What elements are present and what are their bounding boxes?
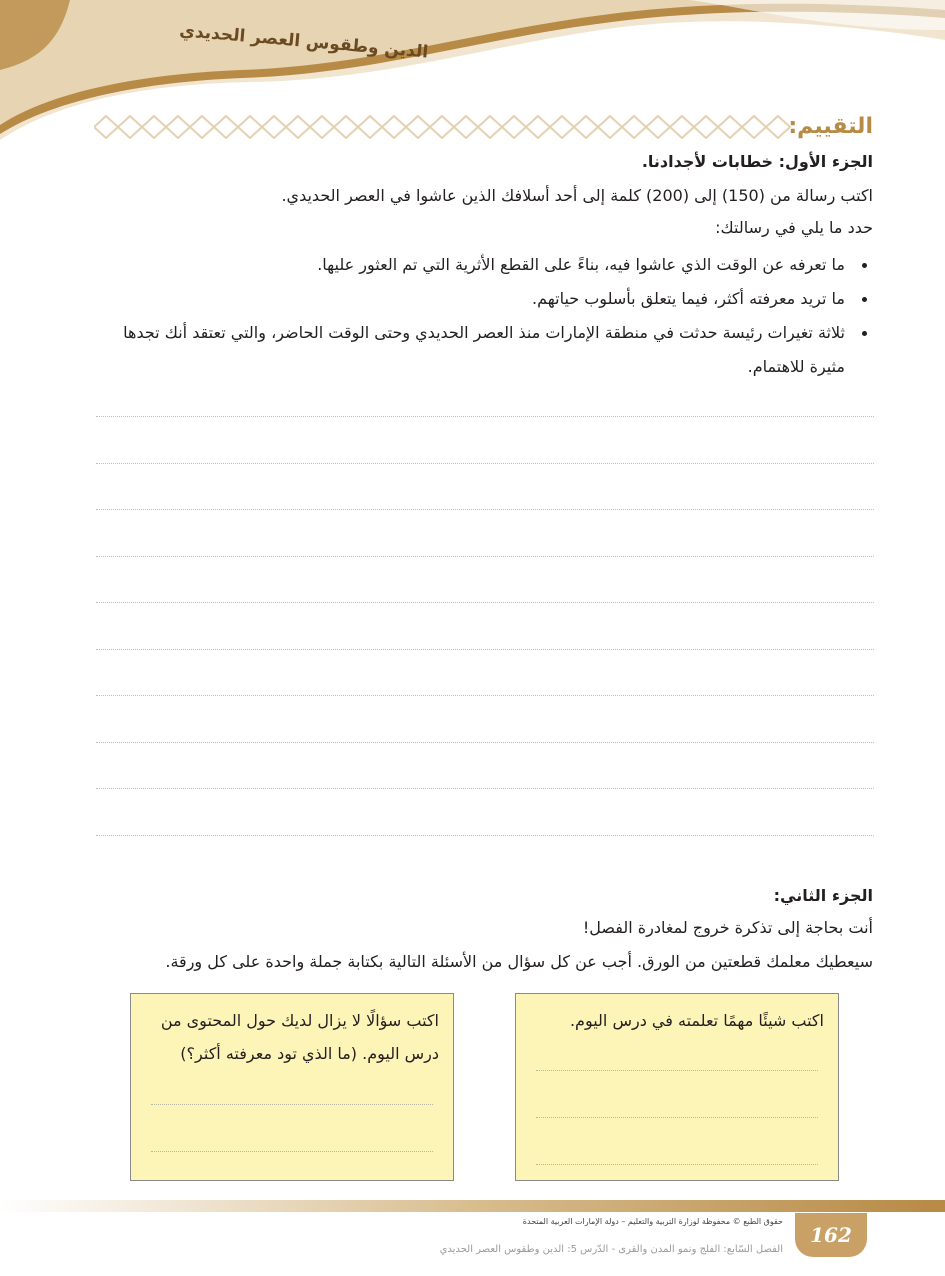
writing-line[interactable] — [96, 695, 874, 742]
diamond-shape — [358, 116, 382, 138]
diamond-shape — [670, 116, 694, 138]
card-writing-line[interactable] — [151, 1151, 433, 1152]
exit-ticket-question-card[interactable] — [130, 993, 454, 1181]
card-writing-line[interactable] — [151, 1104, 433, 1105]
diamond-shape — [766, 116, 790, 138]
bullet-item: ما تعرفه عن الوقت الذي عاشوا فيه، بناءً على القطع الأثرية التي تم العثور عليها. — [95, 248, 873, 282]
bullet-item: ما تريد معرفته أكثر، فيما يتعلق بأسلوب حياتهم. — [95, 282, 873, 316]
writing-line[interactable] — [96, 649, 874, 696]
card-writing-line[interactable] — [536, 1164, 818, 1165]
diamond-shape — [118, 116, 142, 138]
card-writing-line[interactable] — [536, 1117, 818, 1118]
writing-line[interactable] — [96, 788, 874, 835]
part2-title: الجزء الثاني: — [773, 886, 873, 905]
copyright-text: حقوق الطبع © محفوظة لوزارة التربية والتعليم – دولة الإمارات العربية المتحدة — [522, 1217, 783, 1226]
part1-bullet-list — [95, 248, 873, 384]
diamond-shape — [382, 116, 406, 138]
diamond-shape — [166, 116, 190, 138]
diamond-shape — [694, 116, 718, 138]
card-writing-line[interactable] — [536, 1070, 818, 1071]
diamond-shape — [718, 116, 742, 138]
diamond-shape — [598, 116, 622, 138]
diamond-shape — [142, 116, 166, 138]
diamond-shape — [622, 116, 646, 138]
page-number-badge — [795, 1213, 867, 1257]
diamond-shape — [646, 116, 670, 138]
part1-title: الجزء الأول: خطابات لأجدادنا. — [641, 152, 873, 171]
letter-writing-area[interactable] — [96, 416, 874, 881]
writing-line[interactable] — [96, 463, 874, 510]
diamond-shape — [574, 116, 598, 138]
card-prompt: اكتب شيئًا مهمًا تعلمته في درس اليوم. — [569, 1011, 824, 1030]
diamond-shape — [238, 116, 262, 138]
diamond-shape — [214, 116, 238, 138]
writing-line[interactable] — [96, 556, 874, 603]
header-lesson-title: الدين وطقوس العصر الحديدي — [178, 20, 430, 63]
writing-line[interactable] — [96, 602, 874, 649]
diamond-shape — [550, 116, 574, 138]
diamond-shape — [334, 116, 358, 138]
writing-line[interactable] — [96, 835, 874, 882]
diamond-shape — [262, 116, 286, 138]
diamond-divider — [94, 113, 812, 141]
assessment-title: التقييم: — [788, 114, 873, 139]
footer-chapter-text: الفصل السّابع: الفلج ونمو المدن والقرى - الدّرس 5: الدين وطقوس العصر الحديدي — [439, 1244, 783, 1255]
diamond-shape — [190, 116, 214, 138]
card-prompt: اكتب سؤالًا لا يزال لديك حول المحتوى من درس اليوم. (ما الذي تود معرفته أكثر؟) — [160, 1011, 439, 1063]
writing-line[interactable] — [96, 416, 874, 463]
bullet-item: ثلاثة تغيرات رئيسة حدثت في منطقة الإمارات منذ العصر الحديدي وحتى الوقت الحاضر، والتي تعتقد أنك تجدها مثيرة للاهتمام. — [95, 316, 873, 384]
diamond-shape — [742, 116, 766, 138]
diamond-shape — [406, 116, 430, 138]
exit-ticket-learned-card[interactable] — [515, 993, 839, 1181]
diamond-shape — [310, 116, 334, 138]
diamond-shape — [502, 116, 526, 138]
diamond-shape — [430, 116, 454, 138]
diamond-shape — [526, 116, 550, 138]
writing-line[interactable] — [96, 742, 874, 789]
page-number: 162 — [810, 1223, 852, 1247]
part2-intro: أنت بحاجة إلى تذكرة خروج لمغادرة الفصل! — [582, 918, 873, 937]
part1-instruction: اكتب رسالة من (150) إلى (200) كلمة إلى أحد أسلافك الذين عاشوا في العصر الحديدي. — [281, 186, 873, 205]
diamond-shape — [454, 116, 478, 138]
part2-instruction: سيعطيك معلمك قطعتين من الورق. أجب عن كل سؤال من الأسئلة التالية بكتابة جملة واحدة على كل ورقة. — [165, 952, 873, 971]
diamond-shape — [286, 116, 310, 138]
diamond-shape — [94, 116, 118, 138]
writing-line[interactable] — [96, 509, 874, 556]
diamond-shape — [478, 116, 502, 138]
part1-prompt: حدد ما يلي في رسالتك: — [715, 218, 873, 237]
